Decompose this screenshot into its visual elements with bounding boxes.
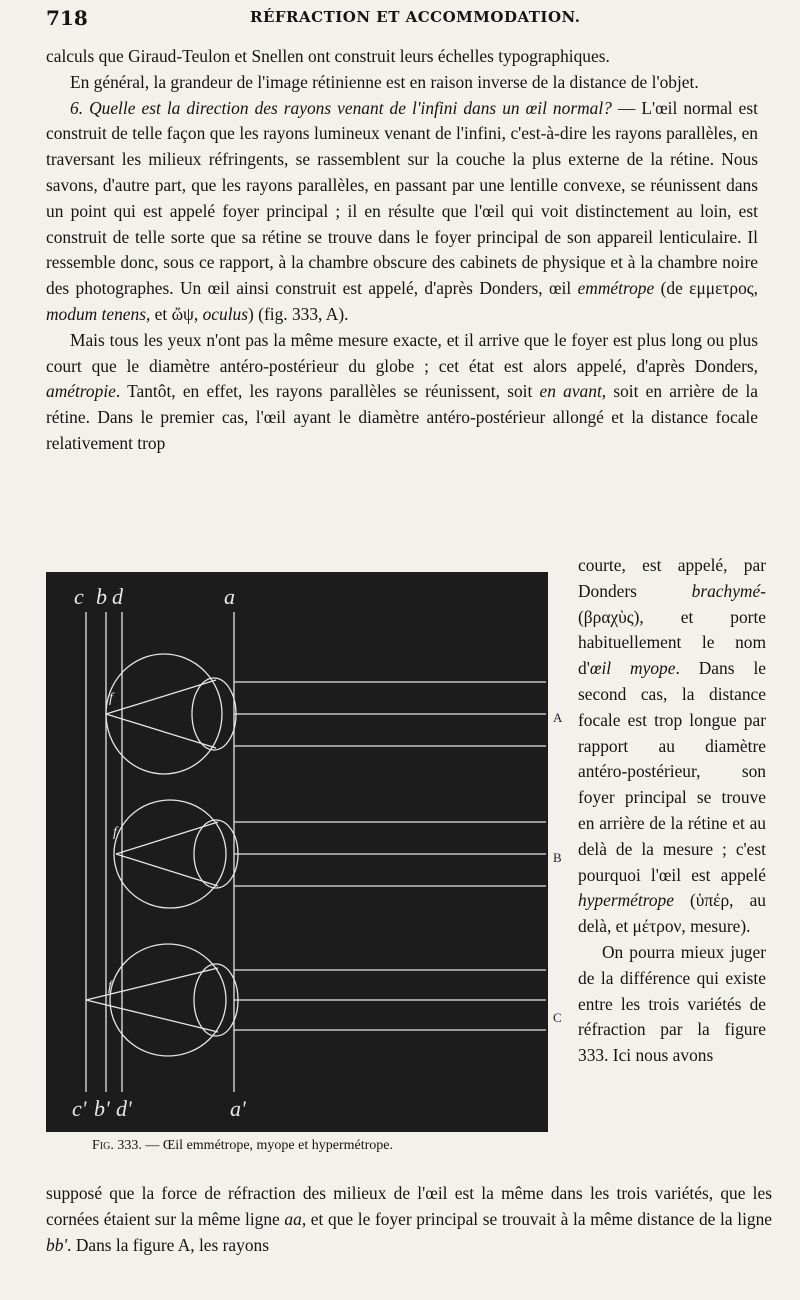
eye-b [114, 800, 546, 908]
question-heading: 6. Quelle est la direction des rayons venant de l'infini dans un œil normal? [70, 97, 612, 118]
page-header [0, 6, 800, 36]
label-c-top: c [74, 584, 84, 609]
running-title: RÉFRACTION ET ACCOMMODATION. [250, 8, 581, 26]
row-label-c: C [553, 1010, 562, 1025]
side-column-text [578, 553, 766, 1069]
label-b-top: b [96, 584, 107, 609]
page-number: 718 [46, 6, 88, 30]
figure-caption [92, 1138, 552, 1154]
bottom-text [46, 1181, 772, 1258]
eye-a [106, 654, 546, 774]
main-text [46, 44, 758, 457]
label-b-bottom: b' [94, 1096, 110, 1121]
focus-label-a: f [109, 691, 113, 706]
focus-label-b: f [113, 825, 117, 840]
focus-label-c: f [108, 979, 112, 994]
label-c-bottom: c' [72, 1096, 87, 1121]
paragraph-4: Mais tous les yeux n'ont pas la même mesure exacte, et il arrive que le foyer est plus long ou plus court que le diamètre antéro-postérieur du globe ; cet état est alors appelé, d'après Donders, amétropie. Tantôt, en effet, les rayons parallèles se réunissent, soit en avant, soit en arrière de la rétine. Dans le premier cas, l'œil ayant le diamètre antéro-postérieur allongé et la distance focale relativement trop [46, 329, 759, 453]
paragraph-2: En général, la grandeur de l'image rétinienne est en raison inverse de la distance de l'objet. [70, 71, 699, 92]
label-d-bottom: d' [116, 1096, 132, 1121]
eye-c [86, 944, 546, 1056]
row-label-b: B [553, 850, 562, 865]
label-a-top: a [224, 584, 235, 609]
caption-text: — Œil emmétrope, myope et hypermétrope. [141, 1138, 393, 1153]
caption-label: Fig. 333. [92, 1138, 142, 1153]
side-paragraph-2: On pourra mieux juger de la différence qui existe entre les trois variétés de réfraction par la figure 333. Ici nous avons [578, 941, 766, 1066]
label-d-top: d [112, 584, 123, 609]
eye-diagram [46, 572, 548, 1132]
row-label-a: A [553, 710, 563, 725]
side-paragraph-1: courte, est appelé, par Donders brachymé- (βραχὺς), et porte habituellement le nom d'œil myope. Dans le second cas, la distance focale est trop longue par rapport au diamètre antéro-postérieur, son foyer principal se trouve en arrière de la rétine et au delà de la mesure ; c'est pourquoi l'œil est appelé hypermétrope (ὑπέρ, au delà, et μέτρον, mesure). [578, 555, 766, 937]
label-a-bottom: a' [230, 1096, 246, 1121]
paragraph-1: calculs que Giraud-Teulon et Snellen ont construit leurs échelles typographiques. [46, 46, 610, 66]
figure-333 [46, 572, 548, 1132]
bottom-paragraph: supposé que la force de réfraction des milieux de l'œil est la même dans les trois variétés, que les cornées étaient sur la même ligne aa, et que le foyer principal se trouvait à la même distance de la ligne bb'. Dans la figure A, les rayons [46, 1183, 773, 1255]
paragraph-3: 6. Quelle est la direction des rayons venant de l'infini dans un œil normal? — L'œil normal est construit de telle façon que les rayons lumineux venant de l'infini, c'est-à-dire les rayons parallèles, en traversant les milieux réfringents, se rassemblent sur la couche la plus externe de la rétine. Nous savons, d'autre part, que les rayons parallèles, en passant par une lentille convexe, se réunissent dans un point qui est appelé foyer principal ; il en résulte que l'œil qui voit distinctement au loin, est construit de telle sorte que sa rétine se trouve dans le foyer principal de son appareil lenticulaire. Il ressemble donc, sous ce rapport, à la chambre obscure des cabinets de physique et à la chambre noire des photographes. Un œil ainsi construit est appelé, d'après Donders, œil emmétrope (de εμμετρος, modum tenens, et ὤψ, oculus) (fig. 333, A). [46, 97, 759, 324]
